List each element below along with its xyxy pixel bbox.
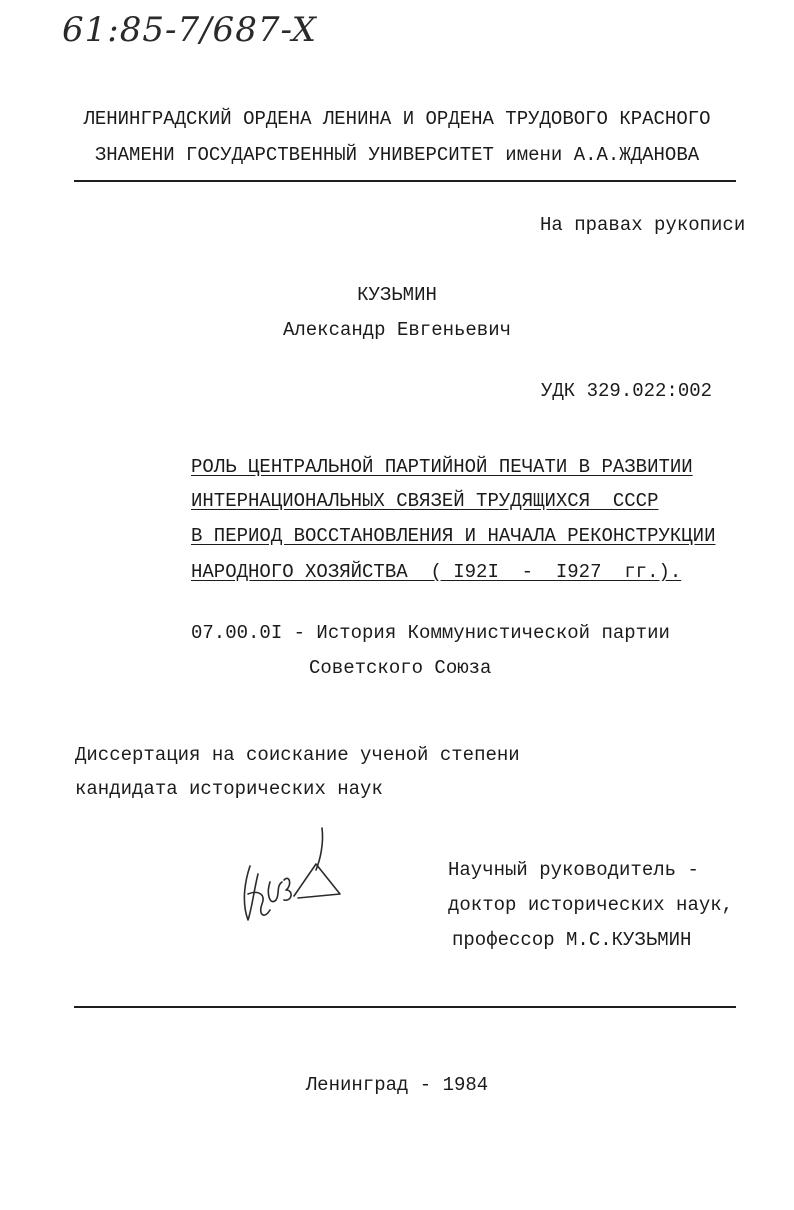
archive-code: 61:85-7/687-X	[62, 10, 317, 50]
title-line-3: В ПЕРИОД ВОССТАНОВЛЕНИЯ И НАЧАЛА РЕКОНСТРУКЦИИ	[191, 525, 716, 547]
signature	[236, 824, 346, 934]
specialty-line-1: 07.00.0I - История Коммунистической партии	[191, 622, 670, 644]
header-divider	[74, 180, 736, 182]
title-line-4: НАРОДНОГО ХОЗЯЙСТВА ( I92I - I927 гг.).	[191, 561, 682, 583]
institution-line-1: ЛЕНИНГРАДСКИЙ ОРДЕНА ЛЕНИНА И ОРДЕНА ТРУДОВОГО КРАСНОГО	[83, 108, 711, 130]
specialty-line-2: Советского Союза	[309, 657, 492, 679]
udc-code: УДК 329.022:002	[541, 380, 713, 402]
supervisor-line-1: Научный руководитель -	[448, 859, 699, 881]
degree-line-1: Диссертация на соискание ученой степени	[75, 744, 520, 766]
manuscript-note: На правах рукописи	[540, 214, 746, 236]
supervisor-line-3: профессор М.С.КУЗЬМИН	[452, 929, 692, 951]
title-line-1: РОЛЬ ЦЕНТРАЛЬНОЙ ПАРТИЙНОЙ ПЕЧАТИ В РАЗВИТИИ	[191, 456, 693, 478]
institution-line-2: ЗНАМЕНИ ГОСУДАРСТВЕННЫЙ УНИВЕРСИТЕТ имени А.А.ЖДАНОВА	[94, 144, 700, 166]
supervisor-line-2: доктор исторических наук,	[448, 894, 734, 916]
city-year: Ленинград - 1984	[305, 1074, 489, 1096]
title-line-2: ИНТЕРНАЦИОНАЛЬНЫХ СВЯЗЕЙ ТРУДЯЩИХСЯ СССР	[191, 490, 659, 512]
degree-line-2: кандидата исторических наук	[75, 778, 383, 800]
author-name: Александр Евгеньевич	[282, 319, 512, 341]
author-surname: КУЗЬМИН	[357, 284, 437, 306]
footer-divider	[74, 1006, 736, 1008]
